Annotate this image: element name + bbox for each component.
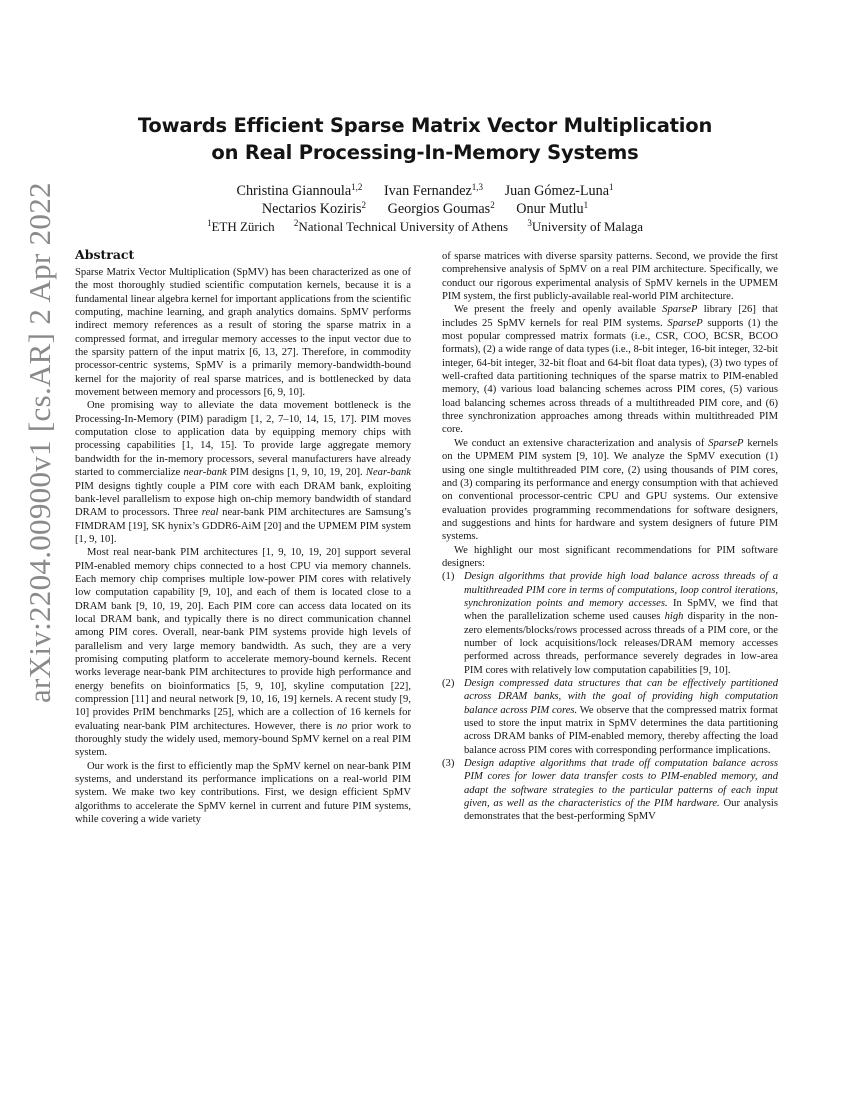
affiliations (0, 218, 850, 235)
recommendation-item: (1) Design algorithms that provide high load balance across threads of a multithreaded PIM core in terms of computations, loop control iterations, synchronization points and memory accesses. In SpMV, we find that when the parallelization scheme used causes high disparity in the non-zero elements/blocks/rows processed across threads of a PIM core, or the number of lock acquisitions/lock releases/DRAM memory accesses performed across threads, performance severely degrades in low-area PIM cores with relatively low computation capabilities [9, 10]. (442, 571, 778, 676)
affiliation: $^2$National Technical University of Athens (293, 218, 509, 234)
author: Ivan Fernandez$^{1,3}$ (383, 182, 484, 199)
author: Onur Mutlu$^1$ (516, 200, 589, 217)
title-line-1: Towards Efficient Sparse Matrix Vector Multiplication (137, 114, 713, 137)
arxiv-stamp (22, 182, 58, 703)
left-column (75, 247, 411, 826)
recommendations-list (442, 570, 778, 824)
recommendation-item: (3) Design adaptive algorithms that trade off computation balance across PIM cores for lower data transfer costs to PIM-enabled memory, and adapt the software strategies to the particular patterns of each input given, as well as the characteristics of the PIM hardware. Our analysis demonstrates that the best-performing SpMV (442, 758, 778, 823)
author-row-1 (0, 182, 850, 200)
body-paragraph-1: of sparse matrices with diverse sparsity patterns. Second, we provide the first comprehensive analysis of SpMV on a real PIM architecture. Specifically, we conduct our rigorous experimental analysis of SpMV kernels in the UPMEM PIM system, the first publicly-available real-world PIM architecture. (442, 251, 778, 303)
affiliation: $^1$ETH Zürich (206, 218, 275, 234)
abstract-paragraph-2: One promising way to alleviate the data movement bottleneck is the Processing-In-Memory (PIM) paradigm [1, 2, 7–10, 14, 15, 17]. PIM moves computation close to application data by equipping memory chips with processing capabilities [1, 14, 15]. To provide large aggregate memory bandwidth for the in-memory processors, several manufacturers have already started to commercialize near-bank PIM designs [1, 9, 10, 19, 20]. Near-bank PIM designs tightly couple a PIM core with each DRAM bank, exploiting bank-level parallelism to expose high on-chip memory bandwidth of standard DRAM to processors. Three real near-bank PIM architectures are Samsung’s FIMDRAM [19], SK hynix’s GDDR6-AiM [20] and the UPMEM PIM system [1, 9, 10]. (75, 400, 411, 545)
recommendation-item: (2) Design compressed data structures that can be effectively partitioned across DRAM banks, with the goal of providing high computation balance across PIM cores. We observe that the compressed matrix format used to store the input matrix in SpMV determines the data partitioning across DRAM banks of PIM-enabled memory, thereby affecting the load balance across PIM cores with corresponding performance implications. (442, 678, 779, 756)
right-column (442, 250, 778, 824)
abstract-paragraph-4: Our work is the first to efficiently map the SpMV kernel on near-bank PIM systems, and understand its performance implications on a real-world PIM system. We make two key contributions. First, we design efficient SpMV algorithms to accelerate the SpMV kernel in current and future PIM systems, while covering a wide variety (75, 760, 411, 826)
author-block (0, 182, 850, 235)
author: Georgios Goumas$^2$ (387, 200, 495, 217)
author: Nectarios Koziris$^2$ (261, 200, 367, 217)
author-row-2 (0, 200, 850, 218)
title-line-2: on Real Processing-In-Memory Systems (211, 141, 639, 164)
abstract-heading: Abstract (75, 247, 135, 262)
body-paragraph-4: We highlight our most significant recommendations for PIM software designers: (442, 544, 778, 569)
affiliation: $^3$University of Malaga (527, 218, 644, 234)
abstract-paragraph-1: Sparse Matrix Vector Multiplication (SpMV) has been characterized as one of the most thoroughly studied scientific computation kernels, because it is a fundamental linear algebra kernel for important applications from the scientific computing, machine learning, and graph analytics domains. SpMV performs indirect memory references as a result of storing the sparse matrix in a compressed format, and irregular memory accesses to the input vector due to the sparsity pattern of the input matrix [6, 13, 27]. Therefore, in commodity processor-centric systems, SpMV is a primarily memory-bandwidth-bound kernel for the majority of real sparse matrices, and is bottlenecked by data movement between memory and processors [6, 9, 10]. (75, 267, 411, 399)
author: Christina Giannoula$^{1,2}$ (236, 182, 363, 199)
arxiv-identifier: arXiv:2204.00900v1 [cs.AR] 2 Apr 2022 (22, 182, 57, 703)
paper-title (0, 112, 850, 166)
body-paragraph-3: We conduct an extensive characterization and analysis of SparseP kernels on the UPMEM PIM system [9, 10]. We analyze the SpMV execution (1) using one single multithreaded PIM core, (2) using thousands of PIM cores, and (3) comparing its performance and energy consumption with that achieved on conventional processor-centric CPU and GPU systems. Our extensive evaluation provides programming recommendations for software designers, and suggestions and hints for hardware and system designers of future PIM systems. (442, 437, 778, 543)
body-paragraph-2: We present the freely and openly available SparseP library [26] that includes 25 SpMV kernels for real PIM systems. SparseP supports (1) the most popular compressed matrix formats (i.e., CSR, COO, BCSR, BCOO formats), (2) a wide range of data types (i.e., 8-bit integer, 16-bit integer, 32-bit integer, 64-bit integer, 32-bit float and 64-bit float data types), (3) two types of well-crafted data partitioning techniques of the sparse matrix to PIM-enabled memory, (4) various load balancing schemes across PIM cores, (5) various load balancing schemes across threads of a multithreaded PIM core, and (6) three synchronization approaches among threads within multithreaded PIM core. (442, 304, 778, 436)
abstract-paragraph-3: Most real near-bank PIM architectures [1, 9, 10, 19, 20] support several PIM-enabled memory chips connected to a host CPU via memory channels. Each memory chip comprises multiple low-power PIM cores with relatively low computation capability [9, 10], and each of them is located close to a DRAM bank [9, 10, 19, 20]. Each PIM core can access data located on its local DRAM bank, and typically there is no direct communication channel among PIM cores. Overall, near-bank PIM systems provide high levels of parallelism and very large memory bandwidth. As such, they are a very promising computing platform to accelerate memory-bound kernels. Recent works leverage near-bank PIM architectures to provide high performance and energy benefits on bioinformatics [5, 9, 10], skyline computation [22], compression [11] and neural network [9, 10, 16, 19] kernels. A recent study [9, 10] provides PrIM benchmarks [25], which are a collection of 16 kernels for evaluating near-bank PIM architectures. However, there is no prior work to thoroughly study the widely used, memory-bound SpMV kernel on a real PIM system. (75, 547, 411, 759)
author: Juan Gómez-Luna$^1$ (504, 182, 614, 199)
